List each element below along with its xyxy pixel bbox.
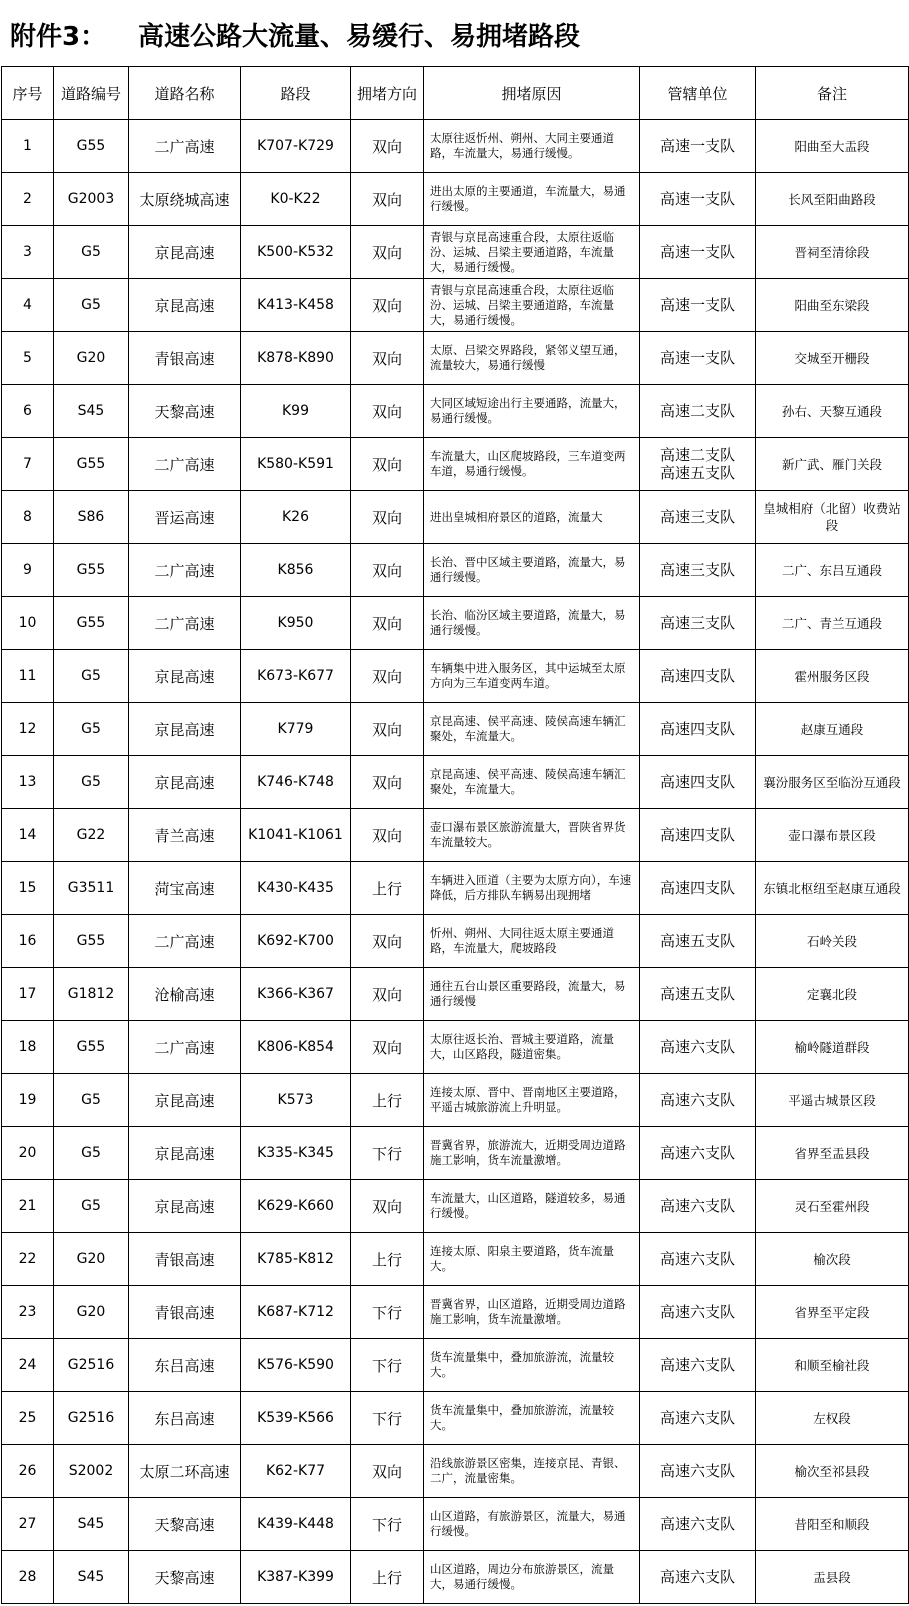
- cell-name: 二广高速: [129, 544, 241, 597]
- cell-code: S2002: [54, 1445, 129, 1498]
- cell-direction: 双向: [351, 650, 424, 703]
- cell-no: 25: [2, 1392, 54, 1445]
- cell-code: G5: [54, 650, 129, 703]
- table-row: [2, 862, 909, 915]
- cell-reason: 太原、吕梁交界路段，紧邻义望互通，流量较大，易通行缓慢: [424, 332, 640, 385]
- cell-no: 24: [2, 1339, 54, 1392]
- cell-remark: 左权段: [756, 1392, 909, 1445]
- cell-unit: 高速五支队: [640, 915, 756, 968]
- cell-name: 太原绕城高速: [129, 173, 241, 226]
- cell-direction: 双向: [351, 120, 424, 173]
- header-name: 道路名称: [129, 67, 241, 120]
- cell-code: G55: [54, 597, 129, 650]
- cell-no: 12: [2, 703, 54, 756]
- cell-no: 15: [2, 862, 54, 915]
- cell-no: 3: [2, 226, 54, 279]
- cell-section: K573: [241, 1074, 351, 1127]
- cell-unit: 高速二支队: [640, 385, 756, 438]
- cell-code: S45: [54, 385, 129, 438]
- cell-name: 晋运高速: [129, 491, 241, 544]
- cell-section: K26: [241, 491, 351, 544]
- cell-name: 天黎高速: [129, 385, 241, 438]
- cell-code: G55: [54, 915, 129, 968]
- cell-code: G2516: [54, 1339, 129, 1392]
- table-row: [2, 173, 909, 226]
- cell-no: 27: [2, 1498, 54, 1551]
- table-row: [2, 226, 909, 279]
- cell-reason: 货车流量集中，叠加旅游流，流量较大。: [424, 1392, 640, 1445]
- cell-remark: 榆次至祁县段: [756, 1445, 909, 1498]
- cell-remark: 昔阳至和顺段: [756, 1498, 909, 1551]
- cell-direction: 双向: [351, 1021, 424, 1074]
- cell-code: G22: [54, 809, 129, 862]
- cell-unit: 高速六支队: [640, 1074, 756, 1127]
- cell-name: 京昆高速: [129, 226, 241, 279]
- table-row: [2, 279, 909, 332]
- cell-no: 6: [2, 385, 54, 438]
- cell-name: 青银高速: [129, 332, 241, 385]
- cell-remark: 阳曲至大盂段: [756, 120, 909, 173]
- header-no: 序号: [2, 67, 54, 120]
- table-row: [2, 491, 909, 544]
- cell-no: 22: [2, 1233, 54, 1286]
- cell-no: 17: [2, 968, 54, 1021]
- attachment-label: 附件3：: [10, 22, 107, 52]
- title-text: 高速公路大流量、易缓行、易拥堵路段: [138, 22, 581, 52]
- cell-code: G3511: [54, 862, 129, 915]
- cell-no: 16: [2, 915, 54, 968]
- cell-code: S45: [54, 1551, 129, 1604]
- table-row: [2, 332, 909, 385]
- cell-direction: 双向: [351, 226, 424, 279]
- table-row: [2, 1127, 909, 1180]
- cell-reason: 进出皇城相府景区的道路，流量大: [424, 491, 640, 544]
- cell-reason: 青银与京昆高速重合段，太原往返临汾、运城、吕梁主要通道路，车流量大，易通行缓慢。: [424, 279, 640, 332]
- cell-direction: 双向: [351, 756, 424, 809]
- cell-direction: 双向: [351, 173, 424, 226]
- cell-name: 京昆高速: [129, 1180, 241, 1233]
- cell-direction: 双向: [351, 597, 424, 650]
- cell-reason: 晋冀省界，旅游流大，近期受周边道路施工影响，货车流量激增。: [424, 1127, 640, 1180]
- table-row: [2, 1074, 909, 1127]
- cell-name: 二广高速: [129, 1021, 241, 1074]
- cell-direction: 下行: [351, 1286, 424, 1339]
- cell-section: K335-K345: [241, 1127, 351, 1180]
- cell-unit: 高速四支队: [640, 756, 756, 809]
- cell-direction: 双向: [351, 1180, 424, 1233]
- cell-code: G1812: [54, 968, 129, 1021]
- cell-code: G5: [54, 1127, 129, 1180]
- cell-unit: 高速六支队: [640, 1021, 756, 1074]
- cell-unit: 高速一支队: [640, 332, 756, 385]
- table-row: [2, 1392, 909, 1445]
- cell-unit: 高速六支队: [640, 1127, 756, 1180]
- cell-name: 天黎高速: [129, 1551, 241, 1604]
- cell-reason: 京昆高速、侯平高速、陵侯高速车辆汇聚处，车流量大。: [424, 703, 640, 756]
- cell-section: K692-K700: [241, 915, 351, 968]
- cell-reason: 大同区域短途出行主要通路，流量大，易通行缓慢。: [424, 385, 640, 438]
- header-reason: 拥堵原因: [424, 67, 640, 120]
- cell-reason: 连接太原、阳泉主要道路，货车流量大。: [424, 1233, 640, 1286]
- cell-section: K430-K435: [241, 862, 351, 915]
- cell-reason: 太原往返长治、晋城主要道路，流量大，山区路段，隧道密集。: [424, 1021, 640, 1074]
- cell-no: 28: [2, 1551, 54, 1604]
- cell-name: 京昆高速: [129, 703, 241, 756]
- cell-name: 二广高速: [129, 120, 241, 173]
- cell-reason: 青银与京昆高速重合段，太原往返临汾、运城、吕梁主要通道路，车流量大，易通行缓慢。: [424, 226, 640, 279]
- cell-remark: 石岭关段: [756, 915, 909, 968]
- cell-name: 青兰高速: [129, 809, 241, 862]
- cell-no: 19: [2, 1074, 54, 1127]
- cell-unit: 高速一支队: [640, 173, 756, 226]
- cell-name: 京昆高速: [129, 650, 241, 703]
- congestion-table: [1, 66, 909, 1604]
- table-row: [2, 120, 909, 173]
- cell-unit: 高速一支队: [640, 279, 756, 332]
- cell-remark: 二广、东吕互通段: [756, 544, 909, 597]
- cell-reason: 连接太原、晋中、晋南地区主要道路，平遥古城旅游流上升明显。: [424, 1074, 640, 1127]
- cell-code: G5: [54, 703, 129, 756]
- cell-unit: 高速三支队: [640, 597, 756, 650]
- header-direction: 拥堵方向: [351, 67, 424, 120]
- cell-code: G55: [54, 1021, 129, 1074]
- cell-code: G2516: [54, 1392, 129, 1445]
- cell-direction: 双向: [351, 544, 424, 597]
- cell-name: 二广高速: [129, 597, 241, 650]
- cell-remark: 灵石至霍州段: [756, 1180, 909, 1233]
- cell-reason: 通往五台山景区重要路段，流量大，易通行缓慢: [424, 968, 640, 1021]
- cell-direction: 双向: [351, 1445, 424, 1498]
- cell-reason: 忻州、朔州、大同往返太原主要通道路，车流量大，爬坡路段: [424, 915, 640, 968]
- cell-direction: 上行: [351, 1551, 424, 1604]
- cell-unit: 高速六支队: [640, 1339, 756, 1392]
- cell-direction: 上行: [351, 1233, 424, 1286]
- cell-unit: 高速六支队: [640, 1233, 756, 1286]
- cell-reason: 车辆集中进入服务区，其中运城至太原方向为三车道变两车道。: [424, 650, 640, 703]
- table-row: [2, 1339, 909, 1392]
- cell-section: K779: [241, 703, 351, 756]
- cell-remark: 襄汾服务区至临汾互通段: [756, 756, 909, 809]
- cell-code: G20: [54, 332, 129, 385]
- table-row: [2, 544, 909, 597]
- cell-remark: 新广武、雁门关段: [756, 438, 909, 491]
- cell-no: 8: [2, 491, 54, 544]
- cell-remark: 阳曲至东梁段: [756, 279, 909, 332]
- cell-name: 沧榆高速: [129, 968, 241, 1021]
- table-row: [2, 1180, 909, 1233]
- cell-section: K413-K458: [241, 279, 351, 332]
- cell-direction: 双向: [351, 332, 424, 385]
- cell-section: K539-K566: [241, 1392, 351, 1445]
- cell-direction: 双向: [351, 809, 424, 862]
- table-row: [2, 438, 909, 491]
- cell-section: K673-K677: [241, 650, 351, 703]
- cell-no: 7: [2, 438, 54, 491]
- cell-remark: 晋祠至清徐段: [756, 226, 909, 279]
- cell-direction: 双向: [351, 279, 424, 332]
- cell-direction: 双向: [351, 915, 424, 968]
- cell-code: S45: [54, 1498, 129, 1551]
- cell-name: 京昆高速: [129, 1074, 241, 1127]
- cell-reason: 山区道路，有旅游景区，流量大，易通行缓慢。: [424, 1498, 640, 1551]
- cell-remark: 榆次段: [756, 1233, 909, 1286]
- cell-reason: 进出太原的主要通道，车流量大，易通行缓慢。: [424, 173, 640, 226]
- cell-direction: 下行: [351, 1127, 424, 1180]
- table-row: [2, 1498, 909, 1551]
- cell-section: K576-K590: [241, 1339, 351, 1392]
- cell-remark: 霍州服务区段: [756, 650, 909, 703]
- cell-remark: 交城至开栅段: [756, 332, 909, 385]
- cell-section: K99: [241, 385, 351, 438]
- table-row: [2, 756, 909, 809]
- cell-reason: 长治、晋中区域主要道路，流量大，易通行缓慢。: [424, 544, 640, 597]
- document-title: [10, 16, 580, 56]
- cell-no: 26: [2, 1445, 54, 1498]
- cell-remark: 二广、青兰互通段: [756, 597, 909, 650]
- cell-direction: 双向: [351, 438, 424, 491]
- cell-name: 京昆高速: [129, 756, 241, 809]
- cell-reason: 晋冀省界，山区道路，近期受周边道路施工影响，货车流量激增。: [424, 1286, 640, 1339]
- cell-unit: 高速六支队: [640, 1445, 756, 1498]
- cell-unit: 高速一支队: [640, 120, 756, 173]
- cell-section: K746-K748: [241, 756, 351, 809]
- cell-no: 23: [2, 1286, 54, 1339]
- cell-remark: 和顺至榆社段: [756, 1339, 909, 1392]
- cell-unit: 高速四支队: [640, 862, 756, 915]
- cell-remark: 孙右、天黎互通段: [756, 385, 909, 438]
- cell-no: 1: [2, 120, 54, 173]
- cell-no: 5: [2, 332, 54, 385]
- cell-unit: 高速六支队: [640, 1286, 756, 1339]
- table-row: [2, 1021, 909, 1074]
- cell-code: G20: [54, 1233, 129, 1286]
- cell-section: K856: [241, 544, 351, 597]
- cell-unit: 高速四支队: [640, 650, 756, 703]
- cell-section: K366-K367: [241, 968, 351, 1021]
- cell-unit: 高速三支队: [640, 491, 756, 544]
- cell-no: 18: [2, 1021, 54, 1074]
- cell-unit: 高速六支队: [640, 1498, 756, 1551]
- cell-name: 东吕高速: [129, 1339, 241, 1392]
- cell-remark: 赵康互通段: [756, 703, 909, 756]
- cell-name: 二广高速: [129, 438, 241, 491]
- cell-reason: 车流量大，山区爬坡路段，三车道变两车道，易通行缓慢。: [424, 438, 640, 491]
- cell-section: K439-K448: [241, 1498, 351, 1551]
- table-row: [2, 703, 909, 756]
- cell-section: K950: [241, 597, 351, 650]
- cell-direction: 下行: [351, 1339, 424, 1392]
- cell-remark: 省界至盂县段: [756, 1127, 909, 1180]
- cell-code: S86: [54, 491, 129, 544]
- cell-section: K580-K591: [241, 438, 351, 491]
- cell-no: 14: [2, 809, 54, 862]
- cell-direction: 双向: [351, 703, 424, 756]
- cell-code: G5: [54, 226, 129, 279]
- cell-code: G5: [54, 279, 129, 332]
- cell-reason: 货车流量集中，叠加旅游流，流量较大。: [424, 1339, 640, 1392]
- table-row: [2, 597, 909, 650]
- cell-direction: 双向: [351, 968, 424, 1021]
- cell-reason: 长治、临汾区域主要道路，流量大，易通行缓慢。: [424, 597, 640, 650]
- header-unit: 管辖单位: [640, 67, 756, 120]
- cell-direction: 双向: [351, 385, 424, 438]
- cell-unit: 高速二支队 高速五支队: [640, 438, 756, 491]
- cell-no: 11: [2, 650, 54, 703]
- cell-section: K62-K77: [241, 1445, 351, 1498]
- cell-no: 2: [2, 173, 54, 226]
- cell-reason: 车辆进入匝道（主要为太原方向），车速降低，后方排队车辆易出现拥堵: [424, 862, 640, 915]
- cell-direction: 下行: [351, 1498, 424, 1551]
- cell-reason: 京昆高速、侯平高速、陵侯高速车辆汇聚处，车流量大。: [424, 756, 640, 809]
- cell-unit: 高速六支队: [640, 1392, 756, 1445]
- cell-direction: 上行: [351, 862, 424, 915]
- cell-direction: 下行: [351, 1392, 424, 1445]
- table-row: [2, 650, 909, 703]
- cell-unit: 高速四支队: [640, 809, 756, 862]
- table-row: [2, 1233, 909, 1286]
- header-code: 道路编号: [54, 67, 129, 120]
- cell-section: K878-K890: [241, 332, 351, 385]
- cell-unit: 高速三支队: [640, 544, 756, 597]
- cell-unit: 高速六支队: [640, 1551, 756, 1604]
- cell-section: K785-K812: [241, 1233, 351, 1286]
- cell-section: K629-K660: [241, 1180, 351, 1233]
- table-row: [2, 915, 909, 968]
- cell-reason: 沿线旅游景区密集，连接京昆、青银、二广，流量密集。: [424, 1445, 640, 1498]
- cell-code: G55: [54, 544, 129, 597]
- cell-remark: 定襄北段: [756, 968, 909, 1021]
- cell-remark: 平遥古城景区段: [756, 1074, 909, 1127]
- cell-code: G55: [54, 120, 129, 173]
- cell-unit: 高速六支队: [640, 1180, 756, 1233]
- cell-section: K687-K712: [241, 1286, 351, 1339]
- cell-unit: 高速四支队: [640, 703, 756, 756]
- header-row: [2, 67, 909, 120]
- table-row: [2, 1551, 909, 1604]
- cell-remark: 盂县段: [756, 1551, 909, 1604]
- cell-name: 京昆高速: [129, 279, 241, 332]
- cell-remark: 壶口瀑布景区段: [756, 809, 909, 862]
- cell-section: K806-K854: [241, 1021, 351, 1074]
- cell-name: 青银高速: [129, 1286, 241, 1339]
- table-row: [2, 1286, 909, 1339]
- cell-code: G5: [54, 1180, 129, 1233]
- cell-name: 二广高速: [129, 915, 241, 968]
- cell-reason: 壶口瀑布景区旅游流量大，晋陕省界货车流量较大。: [424, 809, 640, 862]
- cell-direction: 上行: [351, 1074, 424, 1127]
- cell-code: G5: [54, 1074, 129, 1127]
- cell-unit: 高速五支队: [640, 968, 756, 1021]
- cell-section: K387-K399: [241, 1551, 351, 1604]
- cell-section: K500-K532: [241, 226, 351, 279]
- cell-code: G5: [54, 756, 129, 809]
- header-section: 路段: [241, 67, 351, 120]
- cell-unit: 高速一支队: [640, 226, 756, 279]
- cell-code: G2003: [54, 173, 129, 226]
- cell-name: 东吕高速: [129, 1392, 241, 1445]
- cell-no: 9: [2, 544, 54, 597]
- table-row: [2, 1445, 909, 1498]
- header-remark: 备注: [756, 67, 909, 120]
- table-row: [2, 968, 909, 1021]
- cell-section: K707-K729: [241, 120, 351, 173]
- cell-remark: 榆岭隧道群段: [756, 1021, 909, 1074]
- cell-name: 菏宝高速: [129, 862, 241, 915]
- cell-section: K0-K22: [241, 173, 351, 226]
- table-row: [2, 809, 909, 862]
- cell-remark: 东镇北枢纽至赵康互通段: [756, 862, 909, 915]
- cell-no: 21: [2, 1180, 54, 1233]
- cell-remark: 皇城相府（北留）收费站段: [756, 491, 909, 544]
- cell-code: G20: [54, 1286, 129, 1339]
- cell-direction: 双向: [351, 491, 424, 544]
- cell-reason: 车流量大，山区道路，隧道较多，易通行缓慢。: [424, 1180, 640, 1233]
- cell-no: 20: [2, 1127, 54, 1180]
- cell-code: G55: [54, 438, 129, 491]
- cell-section: K1041-K1061: [241, 809, 351, 862]
- cell-reason: 山区道路，周边分布旅游景区，流量大，易通行缓慢。: [424, 1551, 640, 1604]
- cell-name: 太原二环高速: [129, 1445, 241, 1498]
- cell-remark: 长风至阳曲路段: [756, 173, 909, 226]
- table-row: [2, 385, 909, 438]
- cell-name: 京昆高速: [129, 1127, 241, 1180]
- table-body: [2, 120, 909, 1604]
- cell-name: 青银高速: [129, 1233, 241, 1286]
- cell-no: 4: [2, 279, 54, 332]
- cell-remark: 省界至平定段: [756, 1286, 909, 1339]
- cell-name: 天黎高速: [129, 1498, 241, 1551]
- cell-no: 10: [2, 597, 54, 650]
- cell-no: 13: [2, 756, 54, 809]
- cell-reason: 太原往返忻州、朔州、大同主要通道路，车流量大，易通行缓慢。: [424, 120, 640, 173]
